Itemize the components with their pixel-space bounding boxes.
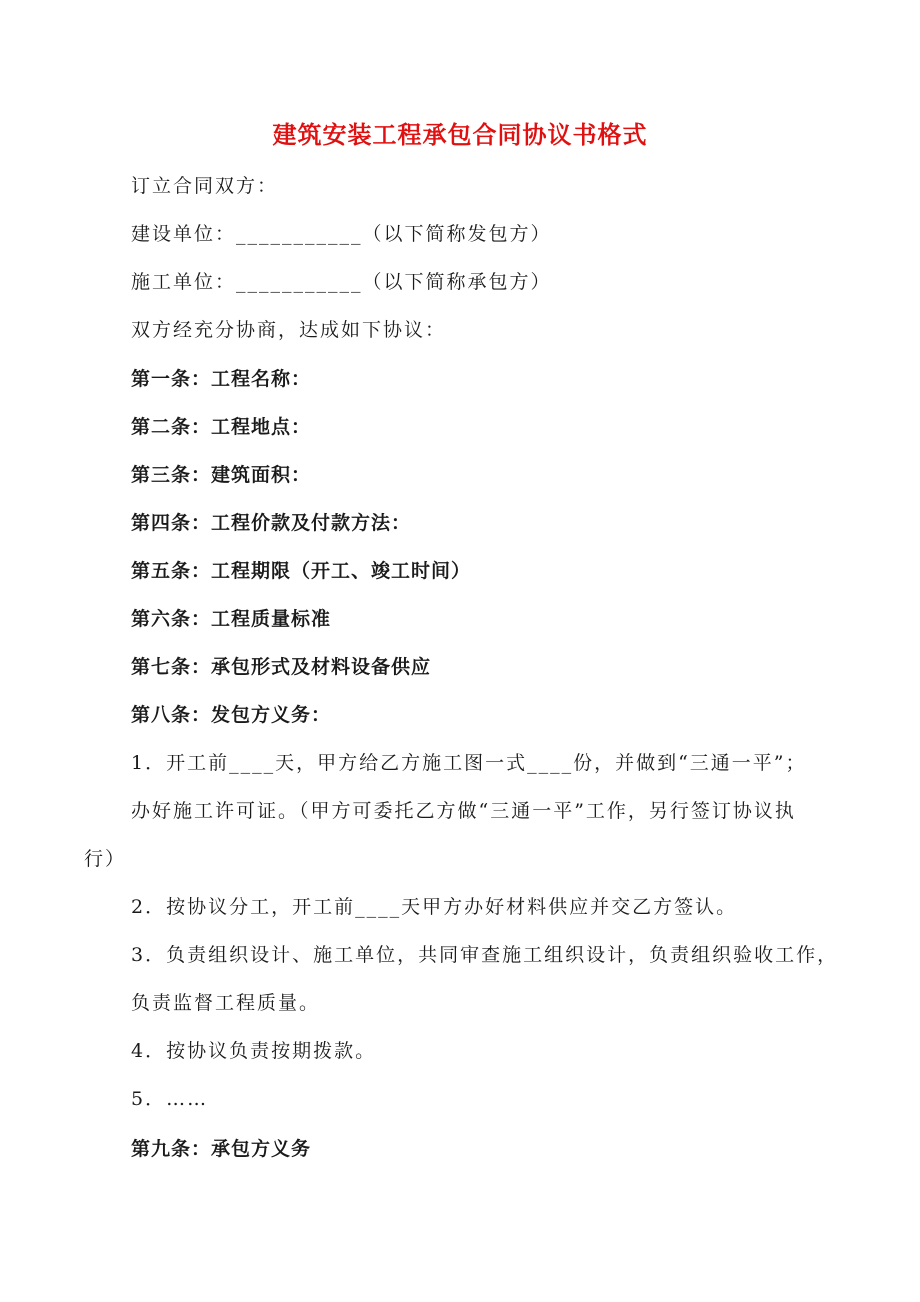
party-a-line: 建设单位：___________（以下简称发包方） bbox=[131, 223, 552, 245]
article-9-heading: 第九条：承包方义务 bbox=[131, 1138, 312, 1160]
party-b-line: 施工单位：___________（以下简称承包方） bbox=[131, 271, 552, 293]
item-1-line-3: 行） bbox=[84, 848, 127, 870]
item-3-line-1: 3．负责组织设计、施工单位，共同审查施工组织设计，负责组织验收工作， bbox=[131, 944, 839, 966]
article-1-heading: 第一条：工程名称： bbox=[131, 368, 312, 390]
article-8-heading: 第八条：发包方义务： bbox=[131, 704, 332, 726]
article-5-heading: 第五条：工程期限（开工、竣工时间） bbox=[131, 560, 472, 582]
item-4: 4．按协议负责按期拨款。 bbox=[131, 1040, 377, 1062]
article-6-heading: 第六条：工程质量标准 bbox=[131, 608, 332, 630]
item-3-line-2: 负责监督工程质量。 bbox=[131, 992, 321, 1014]
item-2: 2．按协议分工，开工前____天甲方办好材料供应并交乙方签认。 bbox=[131, 896, 738, 918]
item-5: 5．…… bbox=[131, 1088, 209, 1110]
item-1-line-2: 办好施工许可证。（甲方可委托乙方做“三通一平”工作，另行签订协议执 bbox=[131, 800, 796, 822]
article-2-heading: 第二条：工程地点： bbox=[131, 416, 312, 438]
intro-text: 订立合同双方： bbox=[131, 175, 279, 197]
item-1-line-1: 1．开工前____天，甲方给乙方施工图一式____份，并做到“三通一平”； bbox=[131, 752, 807, 774]
article-7-heading: 第七条：承包形式及材料设备供应 bbox=[131, 656, 432, 678]
document-title: 建筑安装工程承包合同协议书格式 bbox=[272, 121, 648, 149]
article-3-heading: 第三条：建筑面积： bbox=[131, 464, 312, 486]
agreement-text: 双方经充分协商，达成如下协议： bbox=[131, 319, 447, 341]
article-4-heading: 第四条：工程价款及付款方法： bbox=[131, 512, 412, 534]
